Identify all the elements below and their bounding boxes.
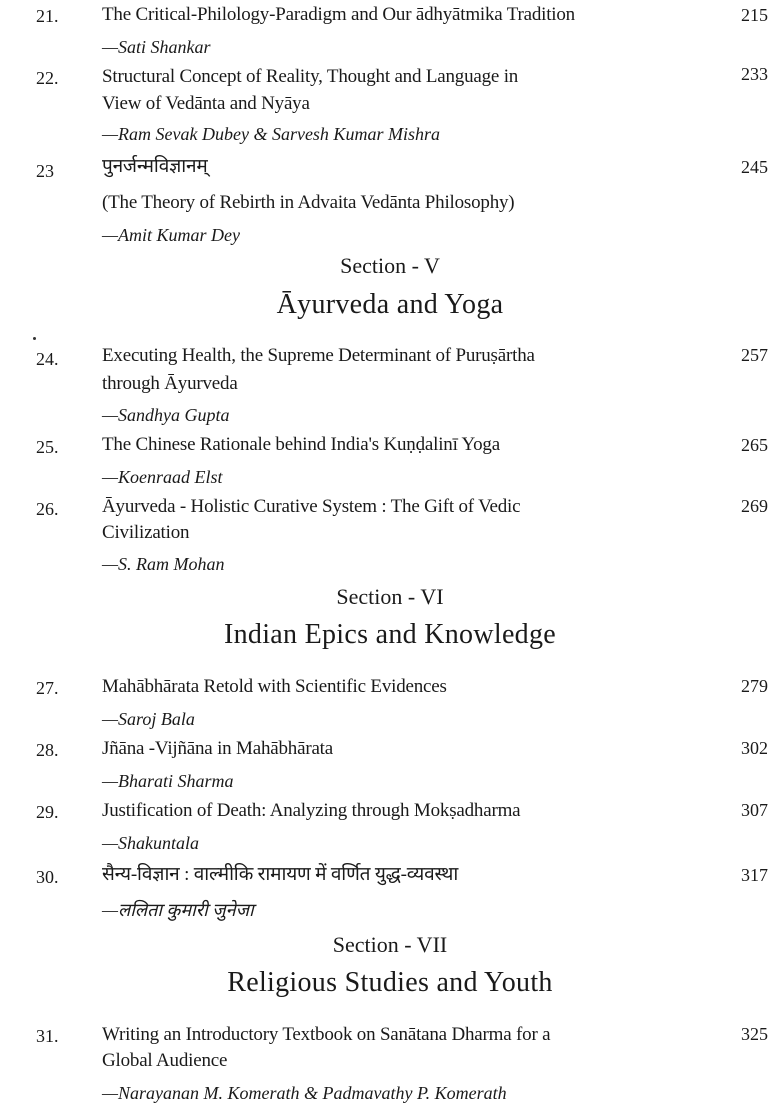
entry-page: 215 bbox=[741, 5, 768, 25]
entry-title: The Critical-Philology-Paradigm and Our ādhyātmika Tradition bbox=[102, 4, 575, 25]
section-title: Indian Epics and Knowledge bbox=[223, 619, 557, 650]
entry-author: —S. Ram Mohan bbox=[102, 554, 225, 574]
entry-author: —Amit Kumar Dey bbox=[102, 225, 240, 245]
entry-number: 22. bbox=[36, 68, 59, 88]
entry-title-line2: (The Theory of Rebirth in Advaita Vedānta Philosophy) bbox=[102, 192, 515, 213]
entry-author: —Koenraad Elst bbox=[102, 467, 223, 487]
entry-author: —Ram Sevak Dubey & Sarvesh Kumar Mishra bbox=[102, 124, 440, 144]
entry-author: —Saroj Bala bbox=[102, 709, 195, 729]
entry-title: सैन्य-विज्ञान : वाल्मीकि रामायण में वर्णित युद्ध-व्यवस्था bbox=[102, 864, 459, 885]
entry-number: 30. bbox=[36, 867, 59, 887]
entry-title: Mahābhārata Retold with Scientific Evidences bbox=[102, 676, 447, 697]
section-title: Religious Studies and Youth bbox=[227, 967, 553, 998]
entry-author: —Sandhya Gupta bbox=[102, 405, 230, 425]
entry-number: 21. bbox=[36, 6, 59, 26]
entry-page: 233 bbox=[741, 64, 768, 84]
entry-page: 257 bbox=[741, 345, 768, 365]
stray-dot bbox=[33, 337, 36, 340]
entry-title: पुनर्जन्मविज्ञानम् bbox=[102, 156, 208, 177]
entry-author: —Sati Shankar bbox=[102, 37, 211, 57]
entry-title: Writing an Introductory Textbook on Sanātana Dharma for a bbox=[102, 1024, 551, 1045]
entry-number: 23 bbox=[36, 161, 54, 181]
entry-page: 317 bbox=[741, 865, 768, 885]
entry-page: 302 bbox=[741, 738, 768, 758]
entry-title-line2: View of Vedānta and Nyāya bbox=[102, 93, 310, 114]
entry-page: 325 bbox=[741, 1024, 768, 1044]
entry-number: 24. bbox=[36, 349, 59, 369]
entry-number: 28. bbox=[36, 740, 59, 760]
entry-author: —Narayanan M. Komerath & Padmavathy P. Komerath bbox=[102, 1083, 507, 1103]
entry-title-line2: through Āyurveda bbox=[102, 373, 238, 394]
entry-page: 307 bbox=[741, 800, 768, 820]
entry-number: 31. bbox=[36, 1026, 59, 1046]
entry-title-line2: Global Audience bbox=[102, 1050, 228, 1071]
entry-title-line2: Civilization bbox=[102, 522, 190, 543]
section-label: Section - V bbox=[340, 253, 440, 278]
section-title: Āyurveda and Yoga bbox=[276, 289, 504, 320]
entry-title: Executing Health, the Supreme Determinant of Puruṣārtha bbox=[102, 345, 535, 366]
entry-author: —Bharati Sharma bbox=[102, 771, 234, 791]
entry-page: 265 bbox=[741, 435, 768, 455]
entry-author: —Shakuntala bbox=[102, 833, 199, 853]
entry-number: 25. bbox=[36, 437, 59, 457]
entry-number: 29. bbox=[36, 802, 59, 822]
entry-author: —ललिता कुमारी जुनेजा bbox=[102, 900, 254, 920]
entry-number: 26. bbox=[36, 499, 59, 519]
entry-page: 279 bbox=[741, 676, 768, 696]
entry-title: Structural Concept of Reality, Thought and Language in bbox=[102, 66, 519, 87]
entry-title: The Chinese Rationale behind India's Kuṇḍalinī Yoga bbox=[102, 434, 500, 455]
entry-page: 269 bbox=[741, 496, 768, 516]
entry-page: 245 bbox=[741, 157, 768, 177]
entry-title: Jñāna -Vijñāna in Mahābhārata bbox=[102, 738, 333, 759]
entry-number: 27. bbox=[36, 678, 59, 698]
section-label: Section - VI bbox=[336, 584, 444, 609]
entry-title: Justification of Death: Analyzing through Mokṣadharma bbox=[102, 800, 521, 821]
entry-title: Āyurveda - Holistic Curative System : The Gift of Vedic bbox=[102, 496, 521, 517]
section-label: Section - VII bbox=[332, 932, 448, 957]
